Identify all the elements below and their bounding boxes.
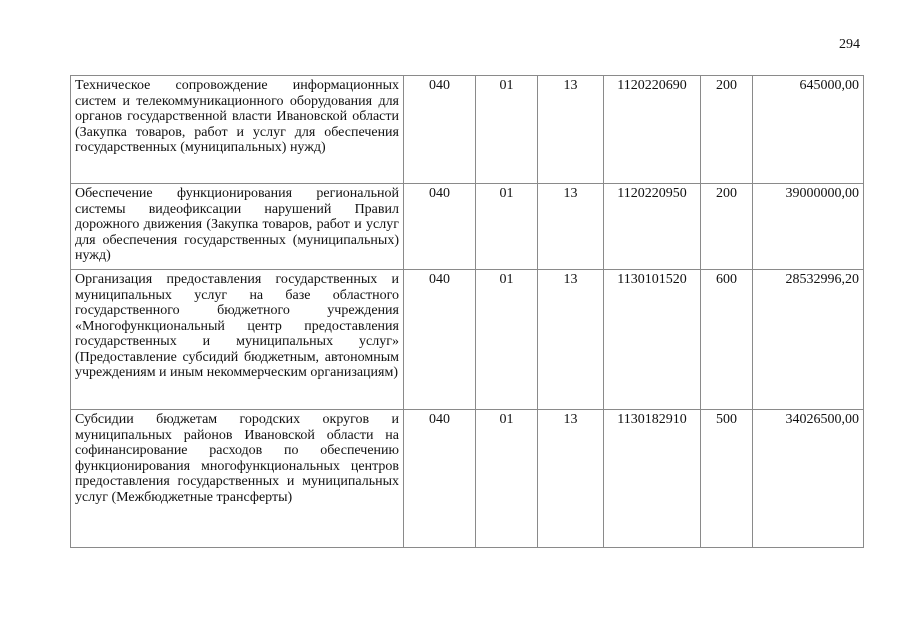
ministry-code: 040 xyxy=(404,76,476,184)
row-description: Организация предоставления государственных и муниципальных услуг на базе областного государственного бюджетного учреждения «Многофункциональный центр предоставления государственных и муниципальных услуг» (Предоставление субсидий бюджетным, автономным учреждениям и иным некоммерческим организациям) xyxy=(71,270,404,410)
page-number: 294 xyxy=(839,37,860,52)
budget-table xyxy=(70,75,864,548)
target-article-code: 1130101520 xyxy=(604,270,701,410)
target-article-code: 1120220690 xyxy=(604,76,701,184)
table-row xyxy=(71,76,864,184)
subsection-code: 13 xyxy=(538,410,604,548)
subsection-code: 13 xyxy=(538,76,604,184)
amount: 34026500,00 xyxy=(753,410,864,548)
ministry-code: 040 xyxy=(404,184,476,270)
ministry-code: 040 xyxy=(404,410,476,548)
table-row xyxy=(71,184,864,270)
expense-type-code: 600 xyxy=(701,270,753,410)
section-code: 01 xyxy=(476,410,538,548)
amount: 645000,00 xyxy=(753,76,864,184)
row-description: Обеспечение функционирования региональной системы видеофиксации нарушений Правил дорожного движения (Закупка товаров, работ и услуг для обеспечения государственных (муниципальных) нужд) xyxy=(71,184,404,270)
row-description: Субсидии бюджетам городских округов и муниципальных районов Ивановской области на софинансирование расходов по обеспечению функционирования многофункциональных центров предоставления государственных и муниципальных услуг (Межбюджетные трансферты) xyxy=(71,410,404,548)
section-code: 01 xyxy=(476,270,538,410)
target-article-code: 1120220950 xyxy=(604,184,701,270)
target-article-code: 1130182910 xyxy=(604,410,701,548)
section-code: 01 xyxy=(476,184,538,270)
expense-type-code: 200 xyxy=(701,76,753,184)
table-row xyxy=(71,410,864,548)
row-description: Техническое сопровождение информационных систем и телекоммуникационного оборудования для органов государственной власти Ивановской области (Закупка товаров, работ и услуг для обеспечения государственных (муниципальных) нужд) xyxy=(71,76,404,184)
section-code: 01 xyxy=(476,76,538,184)
amount: 39000000,00 xyxy=(753,184,864,270)
table-row xyxy=(71,270,864,410)
amount: 28532996,20 xyxy=(753,270,864,410)
subsection-code: 13 xyxy=(538,184,604,270)
expense-type-code: 500 xyxy=(701,410,753,548)
expense-type-code: 200 xyxy=(701,184,753,270)
ministry-code: 040 xyxy=(404,270,476,410)
subsection-code: 13 xyxy=(538,270,604,410)
